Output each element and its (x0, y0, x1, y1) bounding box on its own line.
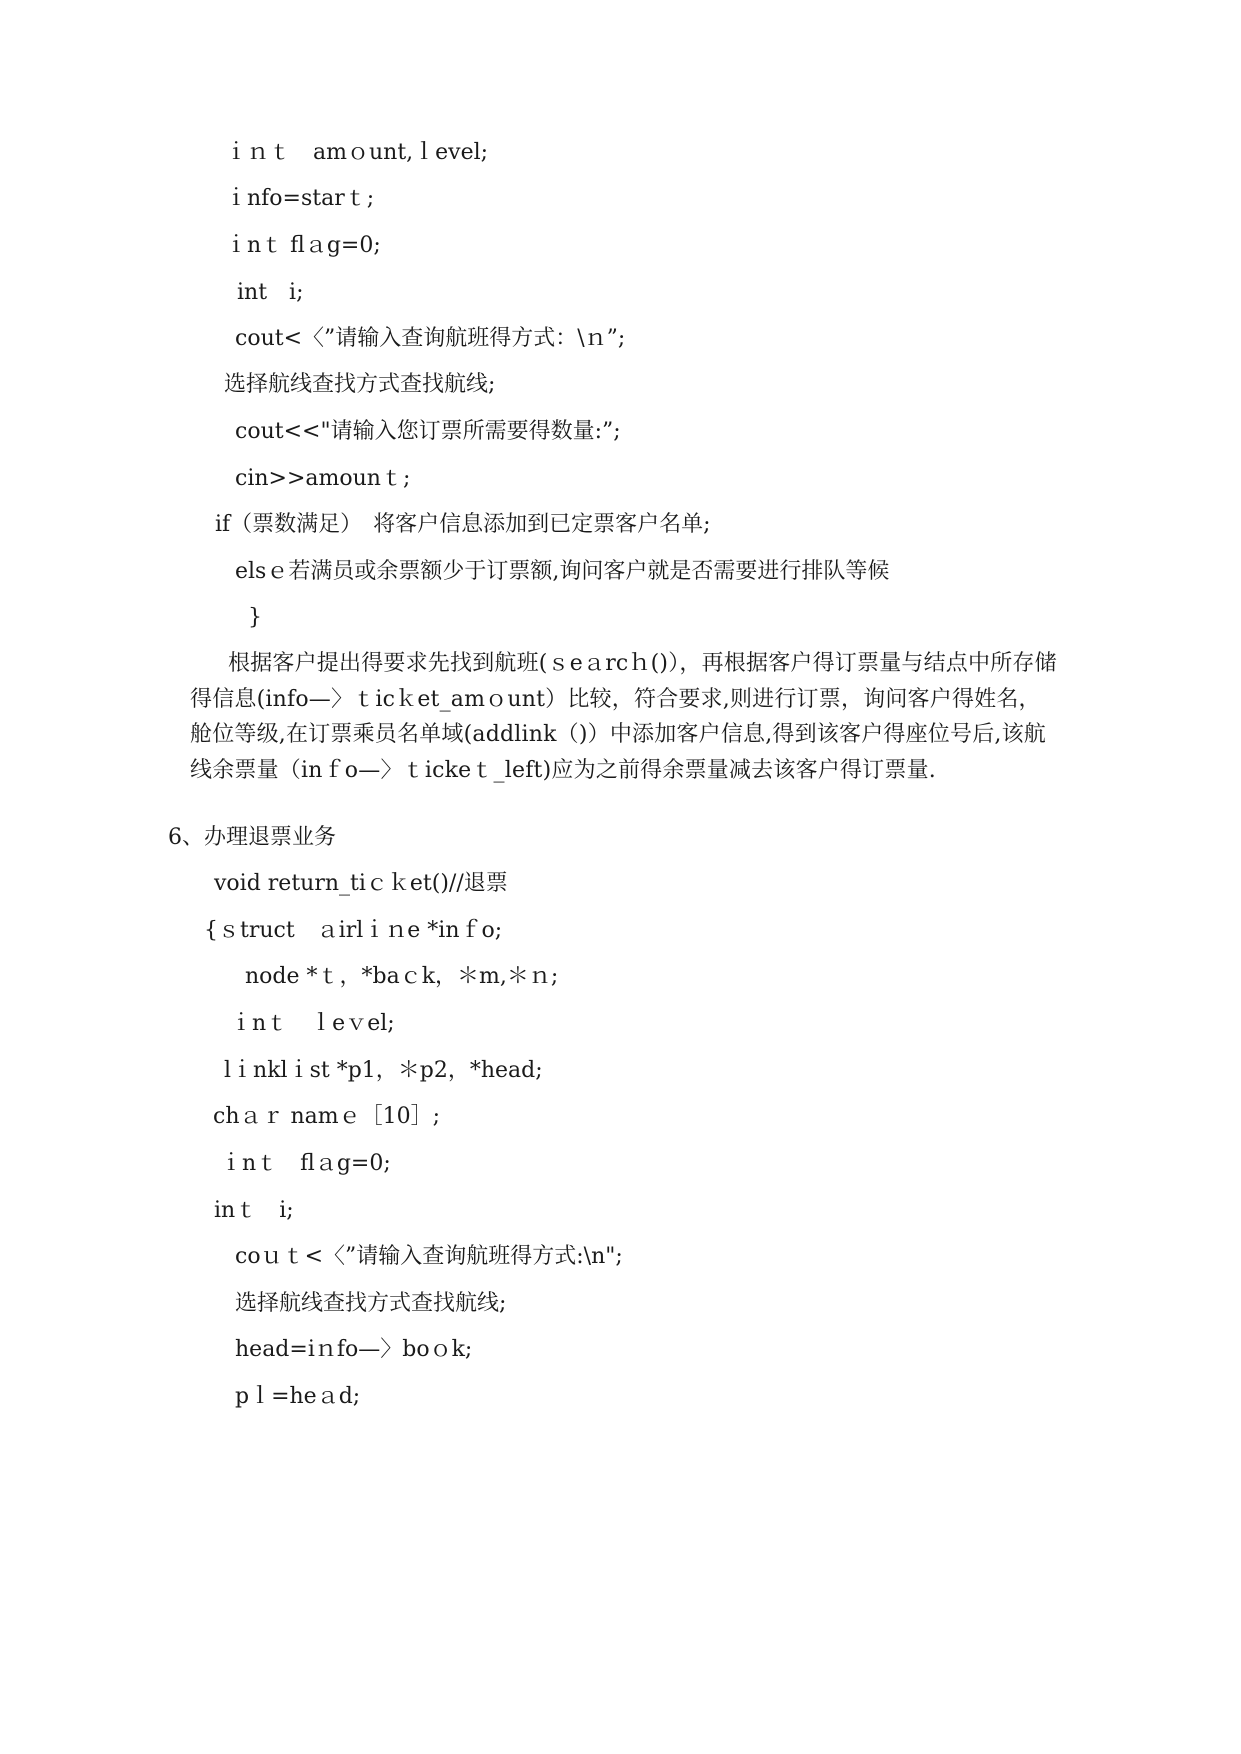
code-line: int i; (237, 280, 304, 305)
code-line: ｉｎｔ amｏunt,ｌevel; (225, 140, 489, 165)
code-line: elsｅ若满员或余票额少于订票额,询问客户就是否需要进行排队等候 (235, 559, 890, 584)
code-line: ｉnｔ flａg=0; (220, 1151, 391, 1176)
code-line: ｉnfo=starｔ; (225, 186, 375, 211)
code-line: if（票数满足） 将客户信息添加到已定票客户名单; (215, 512, 711, 537)
code-line: pｌ=heａd; (235, 1384, 361, 1409)
code-line: cout<<"请输入您订票所需要得数量:”; (235, 419, 621, 444)
code-line: void return_tiｃｋet()//退票 (214, 871, 508, 896)
code-line: lｉnklｉst *p1，＊p2，*head; (224, 1058, 543, 1083)
code-line: ｉnｔ flａg=0; (225, 233, 381, 258)
code-line: } (248, 605, 262, 630)
code-line: cout<〈”请输入查询航班得方式：\ｎ”; (235, 326, 626, 351)
code-line: 选择航线查找方式查找航线; (235, 1291, 507, 1316)
section-heading: 6、办理退票业务 (168, 825, 336, 850)
code-line: coｕｔ<〈”请输入查询航班得方式:\n"; (235, 1244, 623, 1269)
code-line: {ｓtruct ａirlｉｎe *inｆo; (204, 918, 503, 943)
code-line: head=iｎfo—〉boｏk; (235, 1337, 473, 1362)
body-paragraph: 根据客户提出得要求先找到航班(ｓeａrcｈ()），再根据客户得订票量与结点中所存储得信息(info—〉ｔicｋet_amｏunt）比较，符合要求,则进行订票，询问客户得姓名，舱位等级,在订票乘员名单域(addlink（)）中添加客户信息,得到该客户得座位号后,该航线余票量（inｆo—〉ｔickeｔ_left)应为之前得余票量减去该客户得订票量. (190, 651, 1057, 783)
code-line: inｔ i; (214, 1198, 294, 1223)
code-line: ｉnｔ ｌeｖel; (230, 1011, 395, 1036)
code-line: cin>>amounｔ; (235, 466, 411, 491)
code-line: 选择航线查找方式查找航线; (224, 372, 496, 397)
code-line: chａｒ namｅ［10］; (213, 1104, 441, 1129)
code-line: node *ｔ，*baｃk，＊m,＊ｎ; (245, 964, 559, 989)
